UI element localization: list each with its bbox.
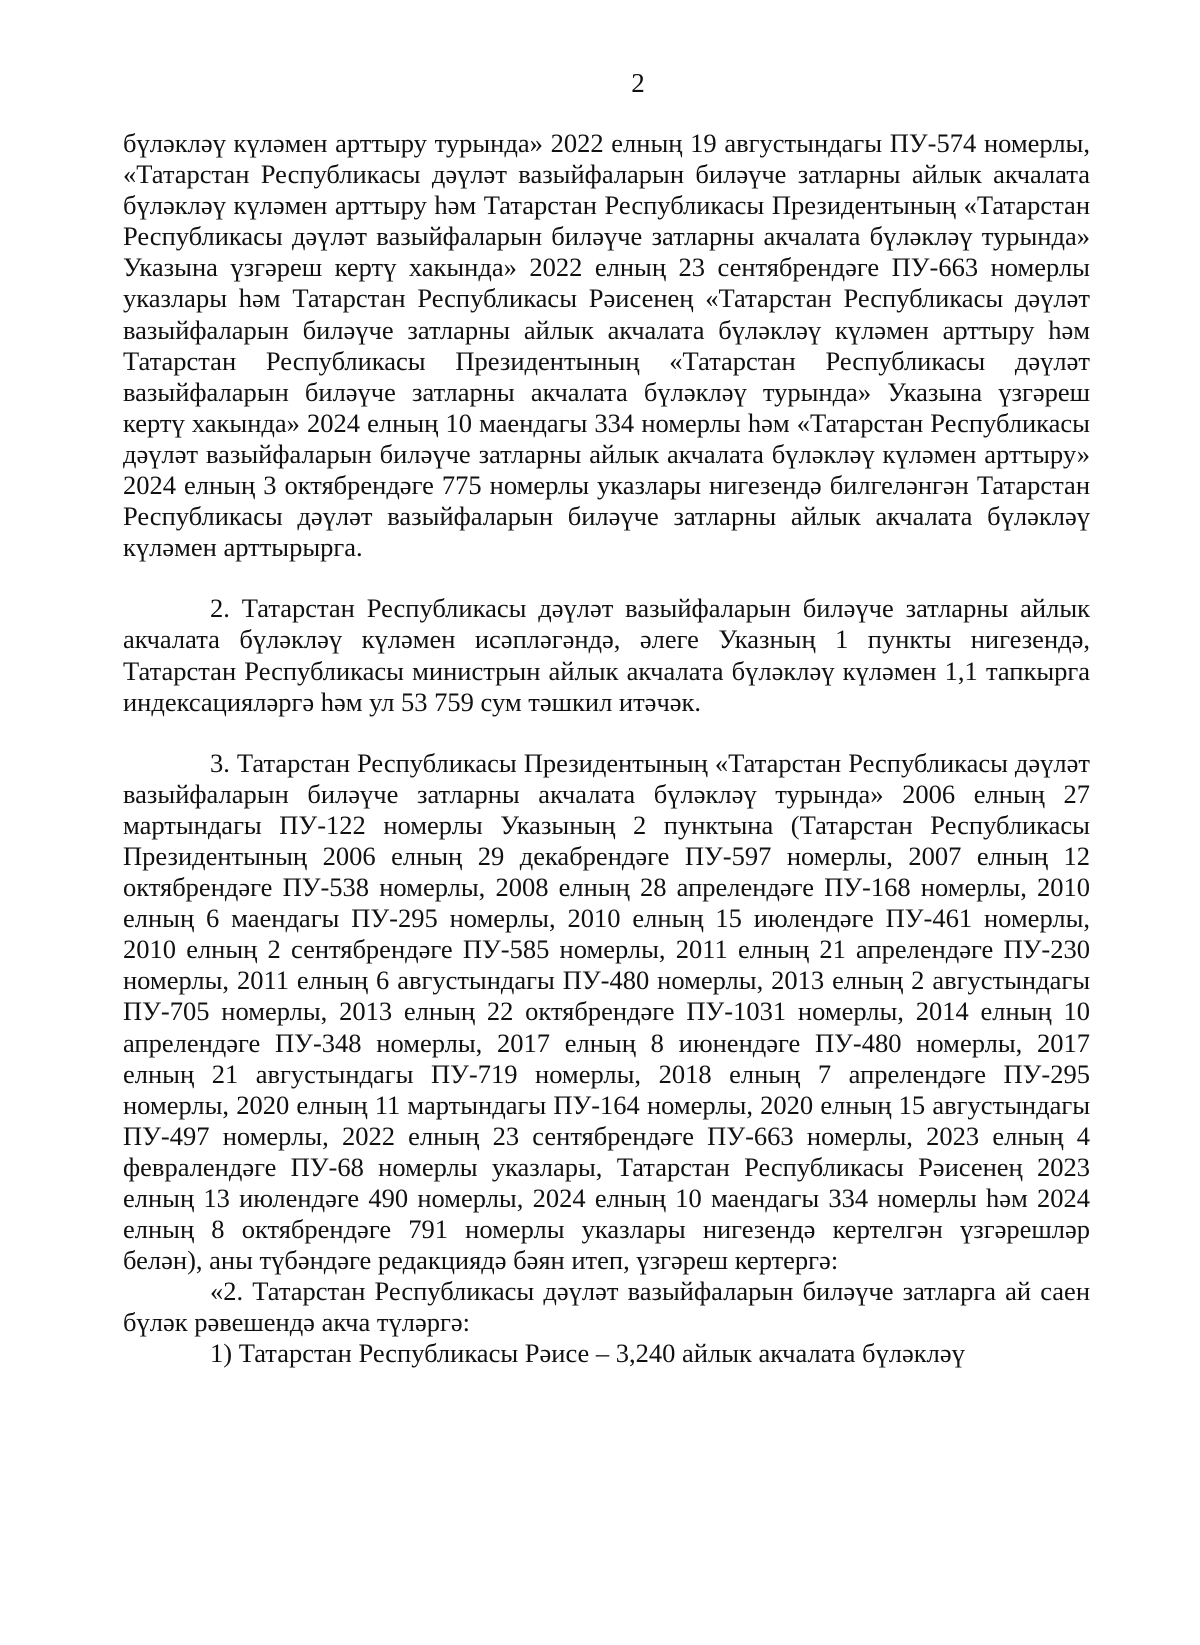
paragraph-continuation: бүләкләү күләмен арттыру турында» 2022 елның 19 августындагы ПУ-574 номерлы, «Татарстан Республикасы дәүләт вазыйфаларын биләүче затларны айлык акчалата бүләкләү күләмен арттыру һәм Татарстан Республикасы Президентының «Татарстан Республикасы дәүләт вазыйфаларын биләүче затларны акчалата бүләкләү турында» Указына үзгәреш кертү хакында» 2022 елның 23 сентябрендәге ПУ-663 номерлы указлары һәм Татарстан Республикасы Рәисенең «Татарстан Республикасы дәүләт вазыйфаларын биләүче затларны айлык акчалата бүләкләү күләмен арттыру һәм Татарстан Республикасы Президентының «Татарстан Республикасы дәүләт вазыйфаларын биләүче затларны акчалата бүләкләү турында» Указына үзгәреш кертү хакында» 2024 елның 10 маендагы 334 номерлы һәм «Татарстан Республикасы дәүләт вазыйфаларын биләүче затларны айлык акчалата бүләкләү күләмен арттыру» 2024 елның 3 октябрендәге 775 номерлы указлары нигезендә билгеләнгән Татарстан Республикасы дәүләт вазыйфаларын биләүче затларны айлык акчалата бүләкләү күләмен арттырырга. [123,128,1090,563]
paragraph-3: 3. Татарстан Республикасы Президентының «Татарстан Республикасы дәүләт вазыйфаларын биләүче затларны акчалата бүләкләү турында» 2006 елның 27 мартындагы ПУ-122 номерлы Указының 2 пунктына (Татарстан Республикасы Президентының 2006 елның 29 декабрендәге ПУ-597 номерлы, 2007 елның 12 октябрендәге ПУ-538 номерлы, 2008 елның 28 апрелендәге ПУ-168 номерлы, 2010 елның 6 маендагы ПУ-295 номерлы, 2010 елның 15 июлендәге ПУ-461 номерлы, 2010 елның 2 сентябрендәге ПУ-585 номерлы, 2011 елның 21 апрелендәге ПУ-230 номерлы, 2011 елның 6 августындагы ПУ-480 номерлы, 2013 елның 2 августындагы ПУ-705 номерлы, 2013 елның 22 октябрендәге ПУ-1031 номерлы, 2014 елның 10 апрелендәге ПУ-348 номерлы, 2017 елның 8 июнендәге ПУ-480 номерлы, 2017 елның 21 августындагы ПУ-719 номерлы, 2018 елның 7 апрелендәге ПУ-295 номерлы, 2020 елның 11 мартындагы ПУ-164 номерлы, 2020 елның 15 августындагы ПУ-497 номерлы, 2022 елның 23 сентябрендәге ПУ-663 номерлы, 2023 елның 4 февралендәге ПУ-68 номерлы указлары, Татарстан Республикасы Рәисенең 2023 елның 13 июлендәге 490 номерлы, 2024 елның 10 маендагы 334 номерлы һәм 2024 елның 8 октябрендәге 791 номерлы указлары нигезендә кертелгән үзгәрешләр белән), аны түбәндәге редакциядә бәян итеп, үзгәреш кертергә: [123,747,1090,1276]
list-item-1: 1) Татарстан Республикасы Рәисе – 3,240 айлык акчалата бүләкләү [210,1338,965,1369]
document-body [123,128,1090,1370]
page-number: 2 [631,68,645,98]
paragraph-quoted-2: «2. Татарстан Республикасы дәүләт вазыйфаларын биләүче затларга ай саен бүләк рәвешендә акча түләргә: [123,1276,1090,1338]
paragraph-2: 2. Татарстан Республикасы дәүләт вазыйфаларын биләүче затларны айлык акчалата бүләкләү күләмен исәпләгәндә, әлеге Указның 1 пункты нигезендә, Татарстан Республикасы министрын айлык акчалата бүләкләү күләмен 1,1 тапкырга индексацияләргә һәм ул 53 759 сум тәшкил итәчәк. [123,593,1090,717]
